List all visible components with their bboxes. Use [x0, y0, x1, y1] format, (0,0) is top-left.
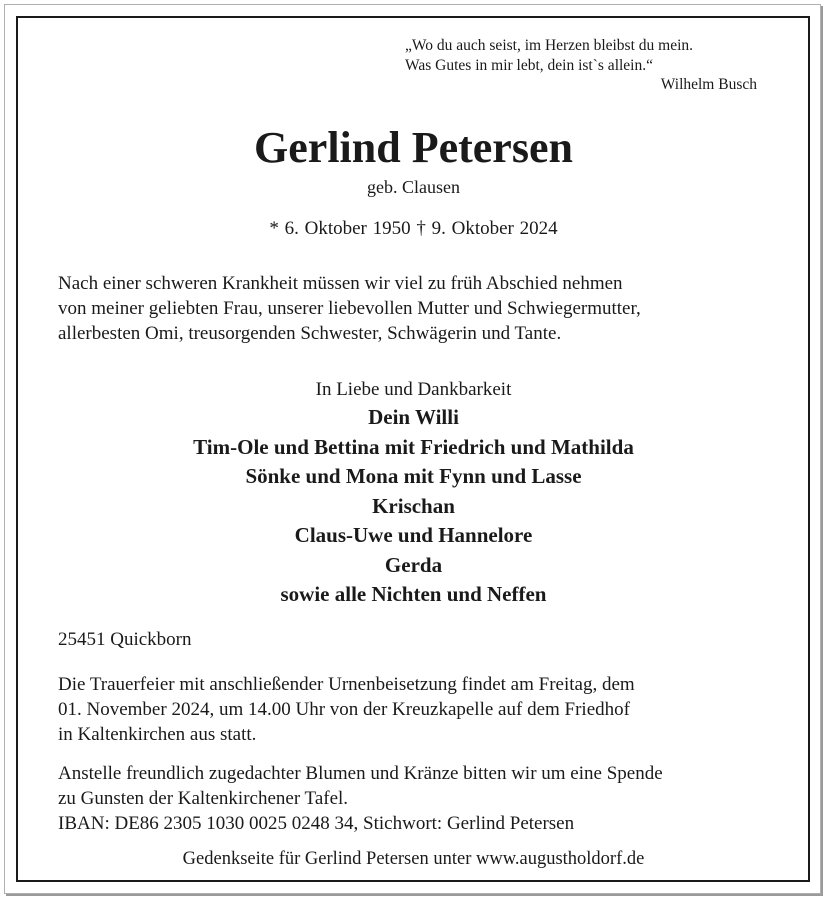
mourner-name: Gerda — [384, 552, 443, 577]
quote-author: Wilhelm Busch — [660, 76, 757, 93]
mourner-name: Dein Willi — [368, 405, 459, 429]
funeral-line: Die Trauerfeier mit anschließender Urnenbeisetzung findet am Freitag, dem — [58, 674, 635, 695]
quote-line-2: Was Gutes in mir lebt, dein ist`s allein.“ — [405, 57, 653, 74]
announcement-line: Nach einer schweren Krankheit müssen wir viel zu früh Abschied nehmen — [58, 273, 623, 294]
announcement-text — [58, 271, 641, 346]
mourner-name: Claus-Uwe und Hannelore — [294, 523, 533, 547]
quote — [405, 36, 693, 76]
memorial-page-link: Gedenkseite für Gerlind Petersen unter www.augustholdorf.de — [182, 849, 645, 869]
donation-line: Anstelle freundlich zugedachter Blumen und Kränze bitten wir um eine Spende — [58, 763, 663, 784]
location: 25451 Quickborn — [58, 629, 192, 650]
mourners-list — [0, 403, 827, 610]
funeral-line: 01. November 2024, um 14.00 Uhr von der Kreuzkapelle auf dem Friedhof — [58, 699, 630, 720]
donation-request — [58, 761, 663, 836]
funeral-details — [58, 672, 635, 747]
funeral-line: in Kaltenkirchen aus statt. — [58, 724, 257, 745]
mourner-name: Krischan — [372, 493, 455, 518]
mourner-name: Sönke und Mona mit Fynn und Lasse — [245, 464, 582, 488]
mourner-name: sowie alle Nichten und Neffen — [280, 582, 547, 606]
announcement-line: von meiner geliebten Frau, unserer liebevollen Mutter und Schwiegermutter, — [58, 298, 641, 319]
donation-iban: IBAN: DE86 2305 1030 0025 0248 34, Stichwort: Gerlind Petersen — [58, 813, 575, 834]
maiden-name: geb. Clausen — [367, 177, 460, 197]
announcement-line: allerbesten Omi, treusorgenden Schwester, Schwägerin und Tante. — [58, 323, 562, 344]
donation-line: zu Gunsten der Kaltenkirchener Tafel. — [58, 788, 349, 809]
deceased-name: Gerlind Petersen — [254, 123, 573, 172]
mourner-name: Tim-Ole und Bettina mit Friedrich und Mathilda — [193, 434, 634, 459]
life-dates: * 6. Oktober 1950 † 9. Oktober 2024 — [269, 218, 558, 239]
mourners-intro: In Liebe und Dankbarkeit — [315, 379, 512, 400]
quote-line-1: „Wo du auch seist, im Herzen bleibst du mein. — [405, 37, 694, 54]
